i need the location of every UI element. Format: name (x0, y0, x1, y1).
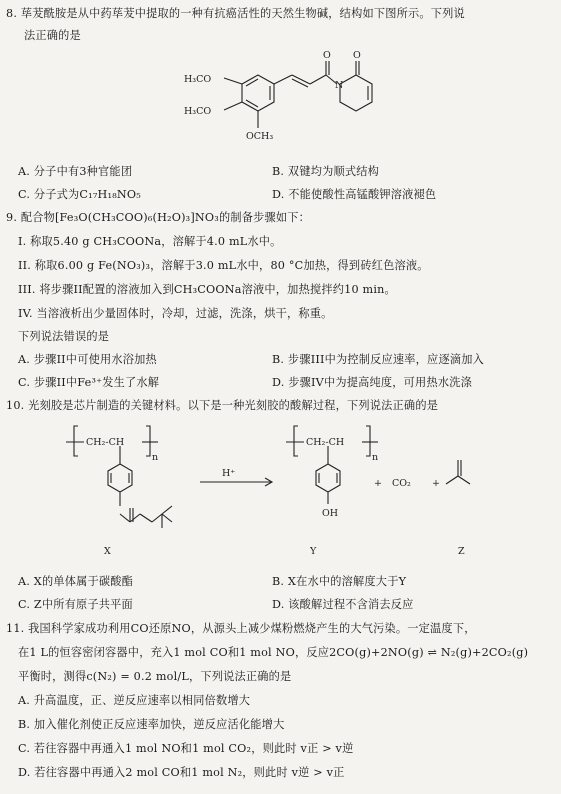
nitrogen-label: N (335, 80, 344, 91)
carbonyl-o-2: O (353, 50, 361, 61)
acid-label: H⁺ (222, 468, 236, 479)
y-phenyl-ring (316, 464, 340, 492)
q10-option-d: D. 该酸解过程不含消去反应 (272, 598, 414, 611)
q9-option-c: C. 步骤II中Fe³⁺发生了水解 (18, 376, 160, 389)
q11-stem-line1: 11. 我国科学家成功利用CO还原NO，从源头上减少煤粉燃烧产生的大气污染。一定温度下， (6, 622, 476, 635)
q8-stem-line2: 法正确的是 (24, 29, 81, 42)
y-n-label: n (372, 452, 379, 463)
q8-option-a: A. 分子中有3种官能团 (18, 165, 133, 178)
q9-step-4: IV. 当溶液析出少量固体时，冷却，过滤，洗涤，烘干，称重。 (18, 307, 333, 320)
q9-stem: 9. 配合物[Fe₃O(CH₃COO)₆(H₂O)₃]NO₃的制备步骤如下： (6, 211, 311, 224)
q8-option-c: C. 分子式为C₁₇H₁₈NO₅ (18, 188, 141, 201)
q9-option-b: B. 步骤III中为控制反应速率，应逐滴加入 (272, 353, 484, 366)
q11-option-a: A. 升高温度，正、逆反应速率以相同倍数增大 (18, 694, 251, 707)
q11-option-c: C. 若往容器中再通入1 mol NO和1 mol CO₂，则此时 v正 > v逆 (18, 742, 354, 755)
q10-reaction-diagram (60, 420, 500, 568)
carbonyl-o-1: O (323, 50, 331, 61)
methoxy-label-2: H₃CO (184, 106, 212, 117)
q9-question: 下列说法错误的是 (18, 330, 110, 343)
q10-option-b: B. X在水中的溶解度大于Y (272, 575, 407, 588)
plus-2: + (432, 478, 440, 489)
q8-option-b: B. 双键均为顺式结构 (272, 165, 380, 178)
q9-option-a: A. 步骤II中可使用水浴加热 (18, 353, 157, 366)
q11-stem-line2: 在1 L的恒容密闭容器中，充入1 mol CO和1 mol NO，反应2CO(g)+2NO(g) ⇌ N₂(g)+2CO₂(g) (18, 646, 529, 659)
y-chain-label: CH₂-CH (306, 437, 345, 448)
x-label: X (104, 546, 111, 557)
methoxy-label-3: OCH₃ (246, 131, 274, 142)
q9-step-2: II. 称取6.00 g Fe(NO₃)₃，溶解于3.0 mL水中，80 °C加热，得到砖红色溶液。 (18, 259, 429, 272)
x-n-label: n (152, 452, 159, 463)
q8-structure-diagram (180, 46, 400, 158)
q11-stem-line3: 平衡时，测得c(N₂) = 0.2 mol/L，下列说法正确的是 (18, 670, 292, 683)
x-chain-label: CH₂-CH (86, 437, 125, 448)
q10-stem: 10. 光刻胶是芯片制造的关键材料。以下是一种光刻胶的酸解过程，下列说法正确的是 (6, 399, 439, 412)
q9-step-1: I. 称取5.40 g CH₃COONa，溶解于4.0 mL水中。 (18, 235, 282, 248)
co2-label: CO₂ (392, 478, 411, 489)
q8-option-d: D. 不能使酸性高锰酸钾溶液褪色 (272, 188, 437, 201)
q8-stem-line1: 8. 荜茇酰胺是从中药荜茇中提取的一种有抗癌活性的天然生物碱，结构如下图所示。下列说 (6, 7, 465, 20)
q9-option-d: D. 步骤IV中为提高纯度，可用热水洗涤 (272, 376, 472, 389)
q9-step-3: III. 将步骤II配置的溶液加入到CH₃COONa溶液中，加热搅拌约10 min。 (18, 283, 396, 296)
q10-option-a: A. X的单体属于碳酸酯 (18, 575, 134, 588)
y-oh-label: OH (322, 508, 339, 519)
q11-option-b: B. 加入催化剂使正反应速率加快，逆反应活化能增大 (18, 718, 285, 731)
q11-option-d: D. 若往容器中再通入2 mol CO和1 mol N₂，则此时 v逆 > v正 (18, 766, 345, 779)
q10-option-c: C. Z中所有原子共平面 (18, 598, 133, 611)
x-phenyl-ring (108, 464, 132, 492)
benzene-ring (242, 75, 274, 111)
plus-1: + (374, 478, 382, 489)
methoxy-label-1: H₃CO (184, 74, 212, 85)
y-label: Y (310, 546, 317, 557)
z-label: Z (458, 546, 465, 557)
